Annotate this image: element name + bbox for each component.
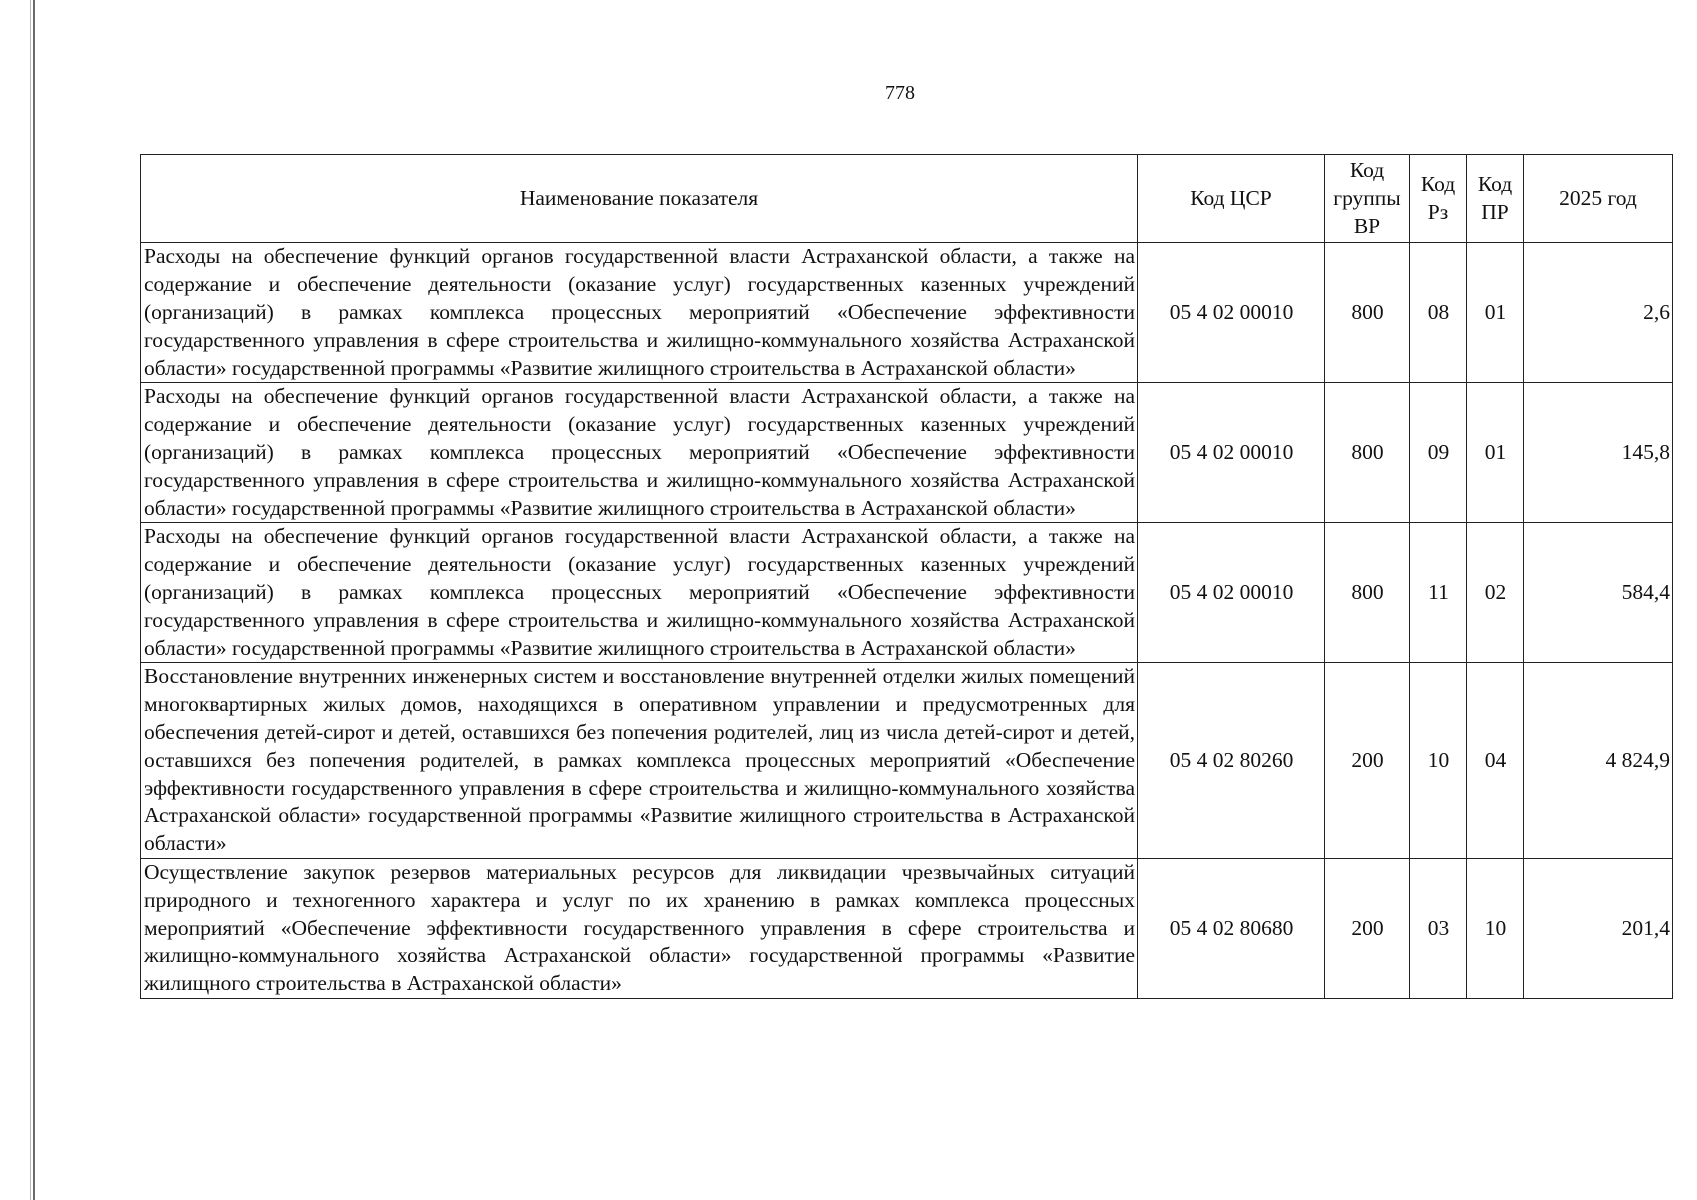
- table-row: [141, 383, 1673, 523]
- cell-rz-code: 08: [1410, 243, 1467, 383]
- cell-csr-code: 05 4 02 00010: [1138, 243, 1325, 383]
- cell-name: Осуществление закупок резервов материальных ресурсов для ликвидации чрезвычайных ситуаций природного и техногенного характера и услуг по их хранению в рамках комплекса процессных мероприятий «Обеспечение эффективности государственного управления в сфере строительства и жилищно-коммунального хозяйства Астраханской области» государственной программы «Развитие жилищного строительства в Астраханской области»: [141, 858, 1138, 998]
- cell-pr-code: 10: [1467, 858, 1524, 998]
- cell-csr-code: 05 4 02 00010: [1138, 523, 1325, 663]
- cell-rz-code: 03: [1410, 858, 1467, 998]
- cell-name: Расходы на обеспечение функций органов государственной власти Астраханской области, а также на содержание и обеспечение деятельности (оказание услуг) государственных казенных учреждений (организаций) в рамках комплекса процессных мероприятий «Обеспечение эффективности государственного управления в сфере строительства и жилищно-коммунального хозяйства Астраханской области» государственной программы «Развитие жилищного строительства в Астраханской области»: [141, 383, 1138, 523]
- binding-margin-line: [33, 0, 35, 1200]
- table-row: [141, 858, 1673, 998]
- table-header-row: [141, 155, 1673, 243]
- cell-amount-2025: 4 824,9: [1524, 663, 1673, 859]
- cell-amount-2025: 2,6: [1524, 243, 1673, 383]
- header-pr-code: Код ПР: [1467, 155, 1524, 243]
- cell-vr-group-code: 800: [1325, 523, 1410, 663]
- cell-name: Восстановление внутренних инженерных систем и восстановление внутренней отделки жилых помещений многоквартирных жилых домов, находящихся в оперативном управлении и предусмотренных для обеспечения детей-сирот и детей, оставшихся без попечения родителей, лиц из числа детей-сирот и детей, оставшихся без попечения родителей, в рамках комплекса процессных мероприятий «Обеспечение эффективности государственного управления в сфере строительства и жилищно-коммунального хозяйства Астраханской области» государственной программы «Развитие жилищного строительства в Астраханской области»: [141, 663, 1138, 859]
- header-csr-code: Код ЦСР: [1138, 155, 1325, 243]
- cell-vr-group-code: 800: [1325, 243, 1410, 383]
- cell-csr-code: 05 4 02 80260: [1138, 663, 1325, 859]
- budget-table: [140, 154, 1673, 999]
- cell-pr-code: 04: [1467, 663, 1524, 859]
- table-row: [141, 523, 1673, 663]
- cell-amount-2025: 145,8: [1524, 383, 1673, 523]
- cell-vr-group-code: 200: [1325, 663, 1410, 859]
- header-year-2025: 2025 год: [1524, 155, 1673, 243]
- table-row: [141, 243, 1673, 383]
- cell-pr-code: 01: [1467, 383, 1524, 523]
- cell-rz-code: 10: [1410, 663, 1467, 859]
- cell-rz-code: 11: [1410, 523, 1467, 663]
- cell-name: Расходы на обеспечение функций органов государственной власти Астраханской области, а также на содержание и обеспечение деятельности (оказание услуг) государственных казенных учреждений (организаций) в рамках комплекса процессных мероприятий «Обеспечение эффективности государственного управления в сфере строительства и жилищно-коммунального хозяйства Астраханской области» государственной программы «Развитие жилищного строительства в Астраханской области»: [141, 523, 1138, 663]
- cell-csr-code: 05 4 02 00010: [1138, 383, 1325, 523]
- cell-vr-group-code: 800: [1325, 383, 1410, 523]
- cell-rz-code: 09: [1410, 383, 1467, 523]
- table-row: [141, 663, 1673, 859]
- cell-csr-code: 05 4 02 80680: [1138, 858, 1325, 998]
- header-name: Наименование показателя: [141, 155, 1138, 243]
- binding-margin-line-faint: [30, 0, 31, 1200]
- cell-amount-2025: 201,4: [1524, 858, 1673, 998]
- cell-vr-group-code: 200: [1325, 858, 1410, 998]
- cell-amount-2025: 584,4: [1524, 523, 1673, 663]
- cell-pr-code: 02: [1467, 523, 1524, 663]
- page-number: 778: [885, 82, 915, 104]
- header-rz-code: Код Рз: [1410, 155, 1467, 243]
- cell-pr-code: 01: [1467, 243, 1524, 383]
- cell-name: Расходы на обеспечение функций органов государственной власти Астраханской области, а также на содержание и обеспечение деятельности (оказание услуг) государственных казенных учреждений (организаций) в рамках комплекса процессных мероприятий «Обеспечение эффективности государственного управления в сфере строительства и жилищно-коммунального хозяйства Астраханской области» государственной программы «Развитие жилищного строительства в Астраханской области»: [141, 243, 1138, 383]
- header-vr-group-code: Код группы ВР: [1325, 155, 1410, 243]
